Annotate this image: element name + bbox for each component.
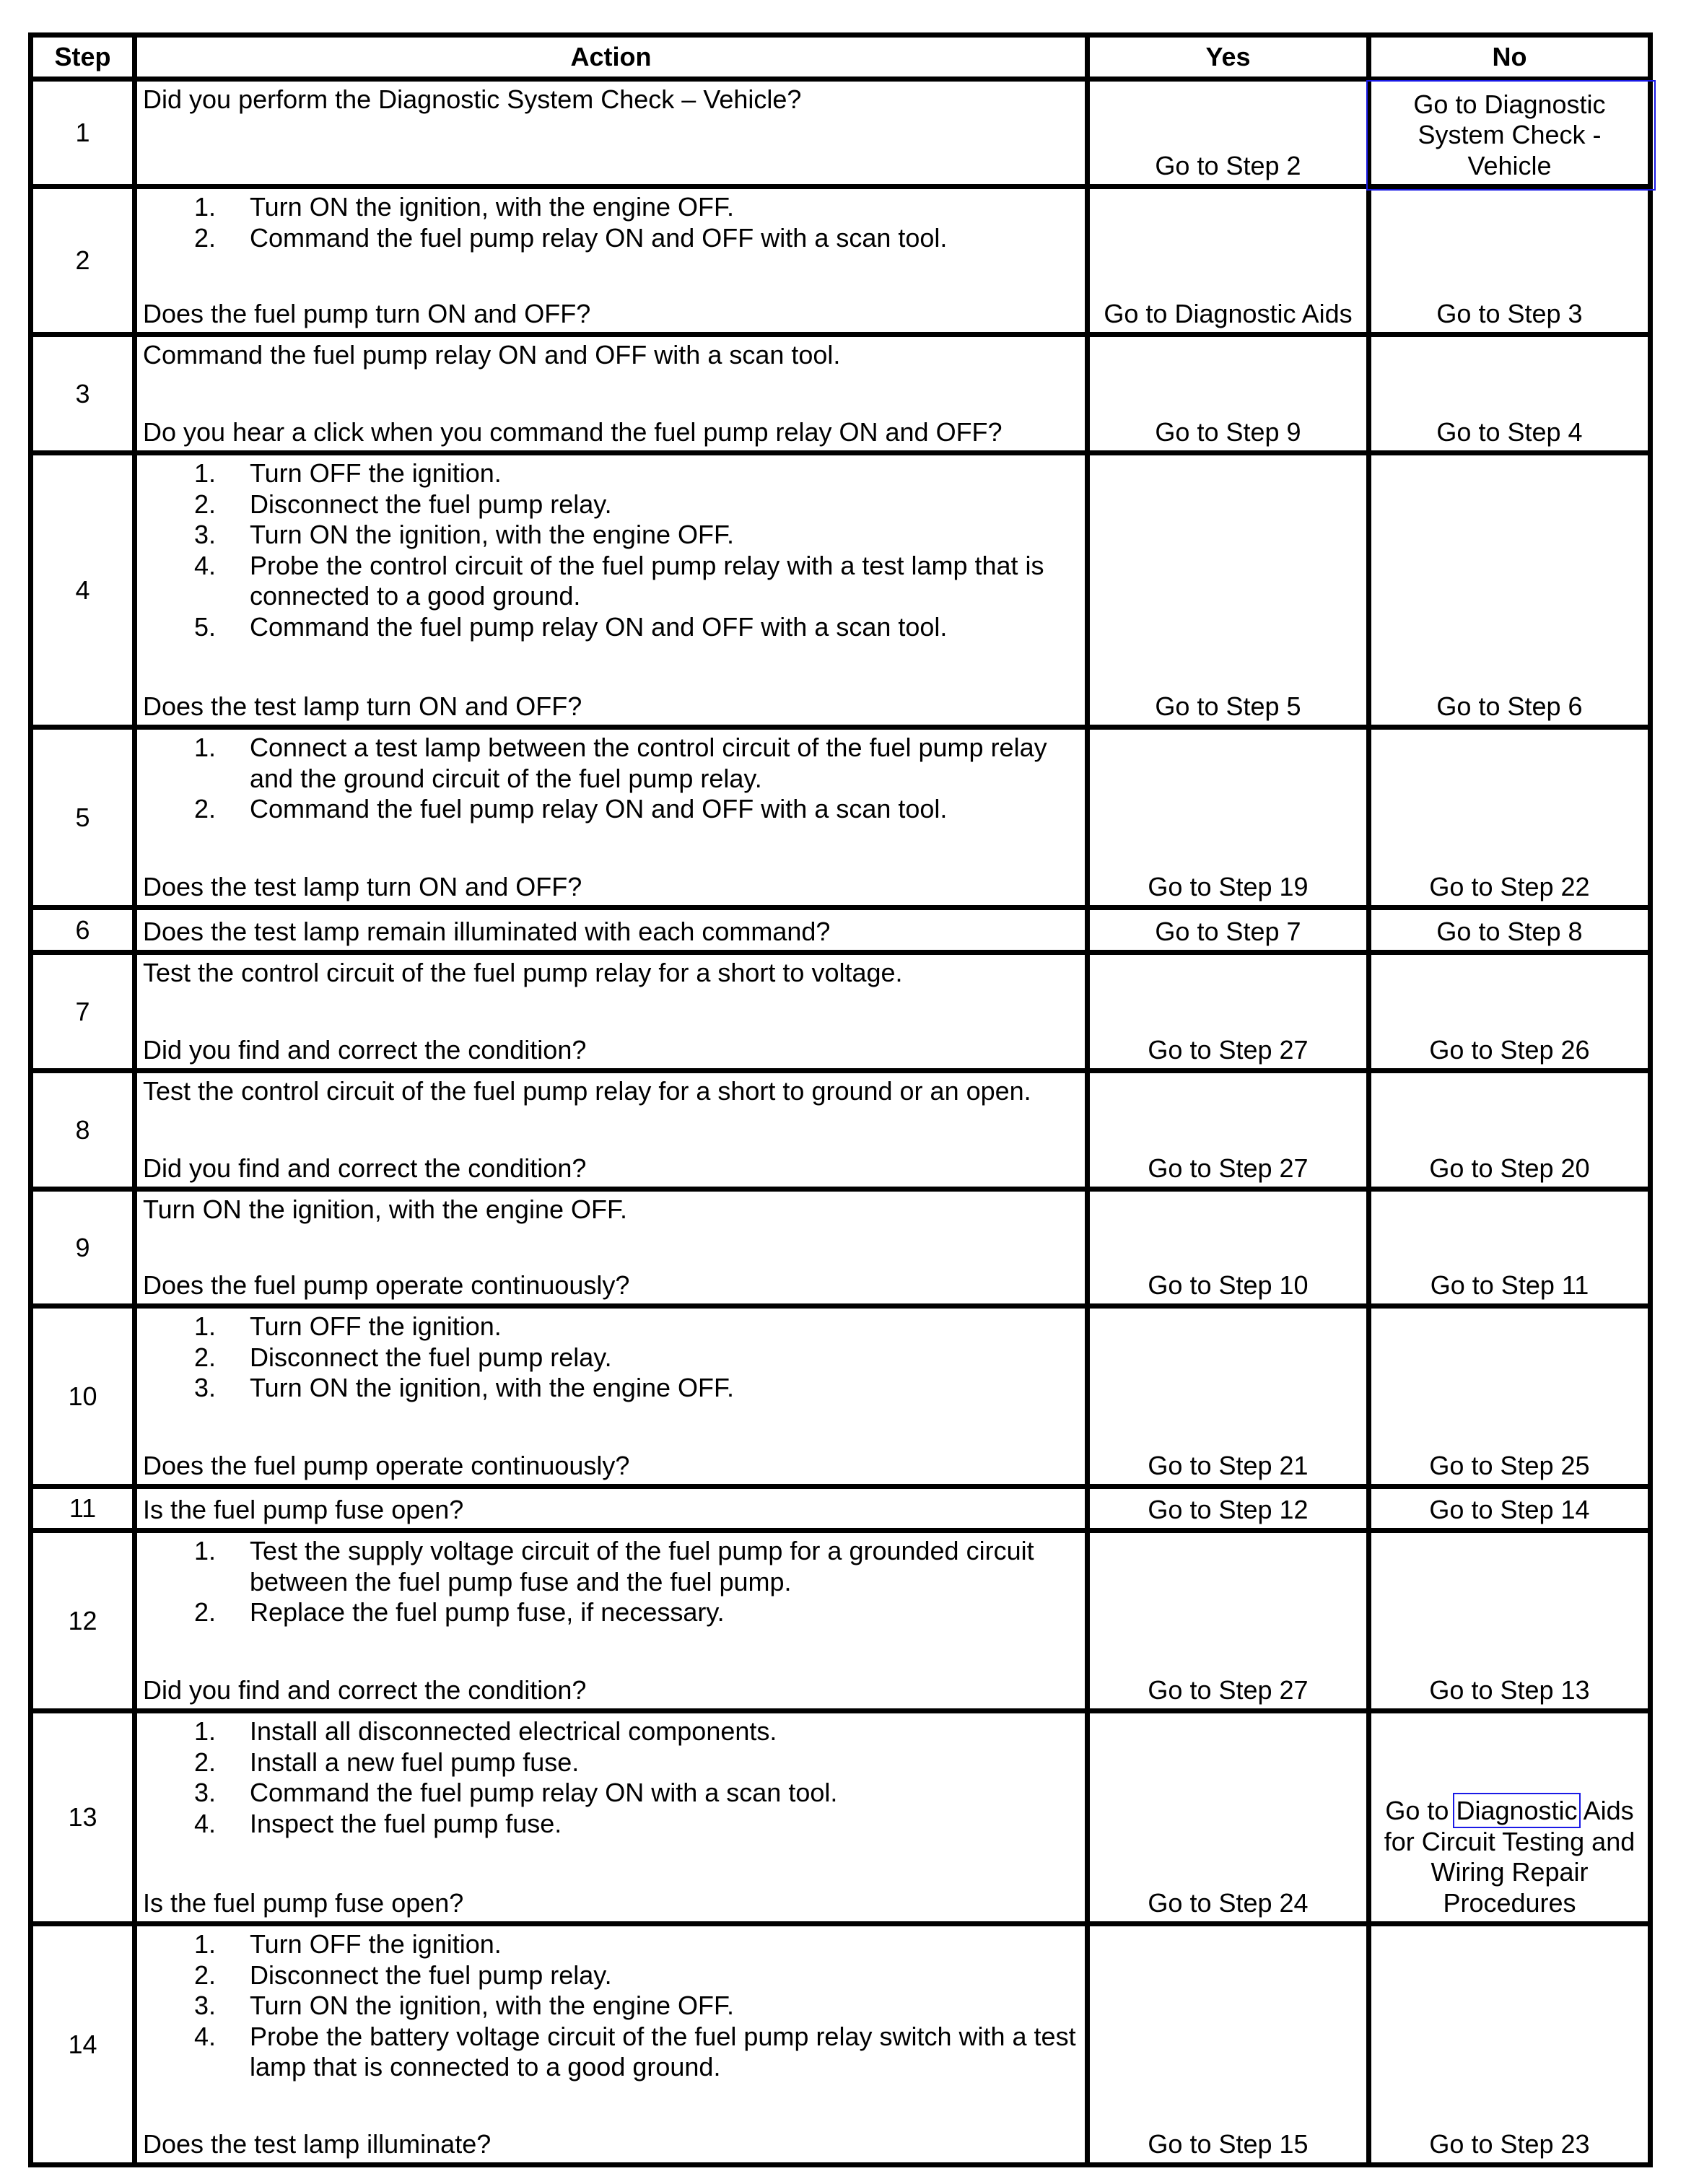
header-no: No	[1366, 38, 1653, 77]
yes-link[interactable]: Go to Step 24	[1148, 1887, 1309, 1918]
yes-link[interactable]: Go to Diagnostic Aids	[1104, 298, 1353, 328]
list-number: 1.	[194, 1311, 217, 1341]
yes-link[interactable]: Go to Step 27	[1148, 1153, 1309, 1183]
action-question: Does the test lamp remain illuminated with each command?	[143, 916, 831, 946]
action-cell	[132, 337, 1085, 450]
step-number: 5	[75, 802, 90, 832]
list-text: Turn ON the ignition, with the engine OFF.	[250, 1991, 734, 2020]
list-number: 2.	[194, 1960, 217, 1990]
table-row	[28, 950, 1653, 1068]
list-text: Turn ON the ignition, with the engine OFF.	[250, 520, 734, 549]
list-number: 4.	[194, 550, 217, 580]
action-steps-list	[143, 1536, 1082, 1628]
step-cell	[28, 189, 132, 332]
yes-link[interactable]: Go to Step 19	[1148, 871, 1309, 901]
no-link[interactable]: Go to Step 11	[1430, 1270, 1589, 1300]
list-text: Disconnect the fuel pump relay.	[250, 489, 612, 519]
action-step-item	[143, 2022, 1082, 2083]
table-row	[28, 1303, 1653, 1484]
table-row	[28, 725, 1653, 905]
list-text: Inspect the fuel pump fuse.	[250, 1808, 562, 1838]
no-cell	[1366, 1713, 1653, 1921]
list-text: Install all disconnected electrical components.	[250, 1716, 777, 1746]
action-content	[143, 1536, 1082, 1705]
action-content	[143, 340, 1082, 447]
action-instruction: Test the control circuit of the fuel pump relay for a short to voltage.	[143, 958, 903, 987]
table-row	[28, 1187, 1653, 1303]
yes-cell	[1085, 730, 1366, 905]
yes-cell	[1085, 955, 1366, 1068]
no-link[interactable]: Go to Step 22	[1429, 871, 1590, 901]
no-link-text: Go to	[1385, 1796, 1456, 1825]
highlighted-word: Diagnostic	[1456, 1796, 1578, 1825]
no-cell	[1366, 455, 1653, 725]
action-question: Did you find and correct the condition?	[143, 1674, 587, 1705]
no-cell	[1366, 82, 1653, 184]
no-cell	[1366, 337, 1653, 450]
action-cell	[132, 955, 1085, 1068]
action-step-item	[143, 1597, 1082, 1628]
action-content	[143, 733, 1082, 902]
action-content	[143, 958, 1082, 1065]
action-content	[143, 1311, 1082, 1481]
list-number: 1.	[194, 458, 217, 488]
yes-link[interactable]: Go to Step 2	[1155, 150, 1301, 180]
table-body	[28, 77, 1653, 2167]
action-step-item	[143, 1991, 1082, 2022]
step-number: 3	[75, 378, 90, 409]
no-link[interactable]: Go to Step 26	[1429, 1034, 1590, 1065]
no-cell	[1366, 910, 1653, 950]
no-cell	[1366, 1073, 1653, 1187]
action-content	[143, 84, 1082, 181]
action-content	[143, 1194, 1082, 1301]
no-cell	[1366, 1533, 1653, 1708]
list-text: Command the fuel pump relay ON with a scan tool.	[250, 1778, 838, 1807]
action-content	[143, 458, 1082, 722]
step-cell	[28, 1309, 132, 1484]
yes-cell	[1085, 189, 1366, 332]
action-cell	[132, 1073, 1085, 1187]
list-number: 4.	[194, 2021, 217, 2051]
action-step-item	[143, 1809, 1082, 1840]
yes-cell	[1085, 82, 1366, 184]
action-instruction: Did you perform the Diagnostic System Check – Vehicle?	[143, 84, 802, 114]
step-number: 13	[68, 1802, 97, 1832]
step-number: 10	[68, 1381, 97, 1411]
action-content	[143, 1076, 1082, 1184]
no-link[interactable]: Go to Diagnostic System Check - Vehicle	[1413, 89, 1606, 180]
list-text: Command the fuel pump relay ON and OFF with a scan tool.	[250, 794, 948, 824]
action-question: Does the test lamp illuminate?	[143, 2128, 492, 2159]
list-number: 2.	[194, 1342, 217, 1372]
no-link[interactable]: Go to Step 4	[1436, 416, 1583, 447]
yes-cell	[1085, 1309, 1366, 1484]
no-link[interactable]: Go to Step 13	[1429, 1674, 1590, 1705]
action-instruction: Test the control circuit of the fuel pump relay for a short to ground or an open.	[143, 1076, 1031, 1106]
list-text: Command the fuel pump relay ON and OFF with a scan tool.	[250, 611, 948, 642]
step-cell	[28, 1073, 132, 1187]
action-step-item	[143, 551, 1082, 612]
list-text: Command the fuel pump relay ON and OFF with a scan tool.	[250, 222, 948, 253]
yes-link[interactable]: Go to Step 7	[1155, 916, 1301, 946]
action-step-item	[143, 612, 1082, 643]
action-question: Is the fuel pump fuse open?	[143, 1887, 464, 1918]
action-step-item	[143, 1716, 1082, 1747]
no-link[interactable]: Go to Step 23	[1429, 2128, 1590, 2159]
yes-cell	[1085, 337, 1366, 450]
table-row	[28, 1484, 1653, 1528]
yes-cell	[1085, 910, 1366, 950]
action-instruction: Turn ON the ignition, with the engine OFF.	[143, 1194, 627, 1224]
step-number: 12	[68, 1605, 97, 1635]
action-cell	[132, 189, 1085, 332]
no-cell	[1366, 1926, 1653, 2162]
no-cell	[1366, 1192, 1653, 1303]
step-number: 8	[75, 1114, 90, 1145]
step-cell	[28, 1926, 132, 2162]
list-text: Disconnect the fuel pump relay.	[250, 1342, 612, 1372]
action-step-item	[143, 794, 1082, 825]
no-cell	[1366, 189, 1653, 332]
list-text: Turn OFF the ignition.	[250, 1929, 502, 1959]
table-row	[28, 1528, 1653, 1708]
step-cell	[28, 1533, 132, 1708]
action-question: Does the fuel pump operate continuously?	[143, 1270, 630, 1300]
list-text: Replace the fuel pump fuse, if necessary.	[250, 1597, 725, 1627]
list-text: Disconnect the fuel pump relay.	[250, 1960, 612, 1990]
no-cell	[1366, 1489, 1653, 1528]
list-number: 2.	[194, 489, 217, 519]
action-question: Is the fuel pump fuse open?	[143, 1494, 464, 1524]
no-link[interactable]: Go to Step 25	[1429, 1450, 1590, 1480]
list-number: 2.	[194, 1747, 217, 1777]
action-cell	[132, 82, 1085, 184]
step-number: 7	[75, 996, 90, 1026]
no-cell	[1366, 730, 1653, 905]
list-number: 2.	[194, 222, 217, 253]
list-number: 1.	[194, 1929, 217, 1959]
table-row	[28, 1921, 1653, 2167]
list-number: 1.	[194, 733, 217, 762]
action-cell	[132, 1489, 1085, 1528]
step-number: 4	[75, 575, 90, 605]
action-step-item	[143, 458, 1082, 489]
step-cell	[28, 337, 132, 450]
action-question: Do you hear a click when you command the fuel pump relay ON and OFF?	[143, 416, 1003, 447]
yes-link[interactable]: Go to Step 12	[1148, 1494, 1309, 1524]
list-number: 3.	[194, 1778, 217, 1807]
list-text: Turn OFF the ignition.	[250, 458, 502, 488]
action-step-item	[143, 1311, 1082, 1342]
list-number: 4.	[194, 1808, 217, 1838]
action-instruction: Command the fuel pump relay ON and OFF with a scan tool.	[143, 340, 841, 370]
action-question: Did you find and correct the condition?	[143, 1034, 587, 1065]
no-link[interactable]: Go to Step 20	[1429, 1153, 1590, 1183]
table-header-row	[28, 32, 1653, 77]
step-cell	[28, 955, 132, 1068]
action-cell	[132, 910, 1085, 950]
action-cell	[132, 1533, 1085, 1708]
action-cell	[132, 455, 1085, 725]
list-text: Turn ON the ignition, with the engine OFF.	[250, 192, 734, 222]
no-link[interactable]	[1371, 1796, 1648, 1918]
step-number: 2	[75, 245, 90, 275]
list-text: Probe the control circuit of the fuel pump relay with a test lamp that is connected to a good ground.	[250, 550, 1044, 611]
no-link[interactable]: Go to Step 14	[1429, 1494, 1590, 1524]
action-steps-list	[143, 733, 1082, 825]
table-row	[28, 905, 1653, 950]
yes-cell	[1085, 455, 1366, 725]
action-content	[143, 192, 1082, 329]
step-cell	[28, 730, 132, 905]
action-step-item	[143, 1747, 1082, 1778]
list-text: Test the supply voltage circuit of the fuel pump for a grounded circuit between the fuel pump fuse and the fuel pump.	[250, 1536, 1034, 1596]
action-question: Did you find and correct the condition?	[143, 1153, 587, 1183]
action-question: Does the fuel pump turn ON and OFF?	[143, 298, 591, 328]
list-number: 1.	[194, 1716, 217, 1746]
step-cell	[28, 1713, 132, 1921]
action-content	[143, 1492, 1082, 1525]
step-number: 1	[75, 118, 90, 147]
step-number: 11	[69, 1493, 97, 1523]
step-number: 6	[75, 914, 90, 945]
action-step-item	[143, 1536, 1082, 1597]
action-question: Does the test lamp turn ON and OFF?	[143, 871, 582, 901]
action-content	[143, 1929, 1082, 2159]
action-question: Does the test lamp turn ON and OFF?	[143, 691, 582, 721]
table-row	[28, 77, 1653, 184]
table-row	[28, 1708, 1653, 1921]
action-step-item	[143, 1929, 1082, 1960]
action-step-item	[143, 489, 1082, 520]
yes-link[interactable]: Go to Step 21	[1148, 1450, 1309, 1480]
list-number: 1.	[194, 1536, 217, 1565]
list-text: Probe the battery voltage circuit of the fuel pump relay switch with a test lamp that is connected to a good ground.	[250, 2021, 1076, 2082]
yes-link[interactable]: Go to Step 15	[1148, 2128, 1309, 2159]
list-number: 3.	[194, 1373, 217, 1402]
header-yes: Yes	[1085, 38, 1366, 77]
list-number: 3.	[194, 520, 217, 549]
no-cell	[1366, 1309, 1653, 1484]
header-step: Step	[28, 38, 132, 77]
list-number: 3.	[194, 1991, 217, 2020]
action-step-item	[143, 1342, 1082, 1373]
list-text: Turn ON the ignition, with the engine OFF.	[250, 1373, 734, 1402]
no-link-text: Aids for Circuit Testing and Wiring Repair Procedures	[1384, 1796, 1635, 1918]
action-content	[143, 1716, 1082, 1918]
yes-cell	[1085, 1713, 1366, 1921]
action-cell	[132, 1713, 1085, 1921]
action-cell	[132, 1309, 1085, 1484]
step-number: 14	[68, 2029, 97, 2059]
yes-cell	[1085, 1489, 1366, 1528]
step-cell	[28, 1192, 132, 1303]
action-step-item	[143, 1373, 1082, 1404]
yes-link[interactable]: Go to Step 9	[1155, 416, 1301, 447]
yes-cell	[1085, 1192, 1366, 1303]
action-step-item	[143, 520, 1082, 551]
action-cell	[132, 730, 1085, 905]
list-number: 2.	[194, 794, 217, 824]
header-action: Action	[132, 38, 1085, 77]
yes-link[interactable]: Go to Step 27	[1148, 1674, 1309, 1705]
no-link[interactable]: Go to Step 8	[1436, 916, 1583, 946]
no-cell	[1366, 955, 1653, 1068]
action-cell	[132, 1926, 1085, 2162]
yes-link[interactable]: Go to Step 5	[1155, 691, 1301, 721]
yes-cell	[1085, 1073, 1366, 1187]
yes-cell	[1085, 1533, 1366, 1708]
action-steps-list	[143, 1311, 1082, 1404]
action-content	[143, 913, 1082, 947]
yes-link[interactable]: Go to Step 27	[1148, 1034, 1309, 1065]
yes-cell	[1085, 1926, 1366, 2162]
list-text: Install a new fuel pump fuse.	[250, 1747, 580, 1777]
list-number: 1.	[194, 192, 217, 222]
action-steps-list	[143, 192, 1082, 253]
step-cell	[28, 1489, 132, 1528]
table-row	[28, 332, 1653, 450]
list-number: 5.	[194, 611, 217, 642]
list-text: Turn OFF the ignition.	[250, 1311, 502, 1341]
action-steps-list	[143, 1929, 1082, 2083]
action-step-item	[143, 1778, 1082, 1809]
list-text: Connect a test lamp between the control circuit of the fuel pump relay and the ground circuit of the fuel pump relay.	[250, 733, 1047, 793]
step-cell	[28, 82, 132, 184]
step-cell	[28, 455, 132, 725]
no-link[interactable]: Go to Step 3	[1436, 298, 1583, 328]
table-row	[28, 450, 1653, 725]
action-cell	[132, 1192, 1085, 1303]
step-number: 9	[75, 1232, 90, 1262]
step-cell	[28, 910, 132, 950]
action-steps-list	[143, 1716, 1082, 1839]
action-step-item	[143, 1960, 1082, 1991]
action-question: Does the fuel pump operate continuously?	[143, 1450, 630, 1480]
table-row	[28, 184, 1653, 332]
yes-link[interactable]: Go to Step 10	[1148, 1270, 1309, 1300]
table-row	[28, 1068, 1653, 1187]
diagnostic-table	[28, 32, 1653, 2167]
list-number: 2.	[194, 1597, 217, 1627]
action-step-item	[143, 192, 1082, 223]
no-link[interactable]: Go to Step 6	[1436, 691, 1583, 721]
action-steps-list	[143, 458, 1082, 642]
action-step-item	[143, 733, 1082, 794]
action-step-item	[143, 223, 1082, 254]
